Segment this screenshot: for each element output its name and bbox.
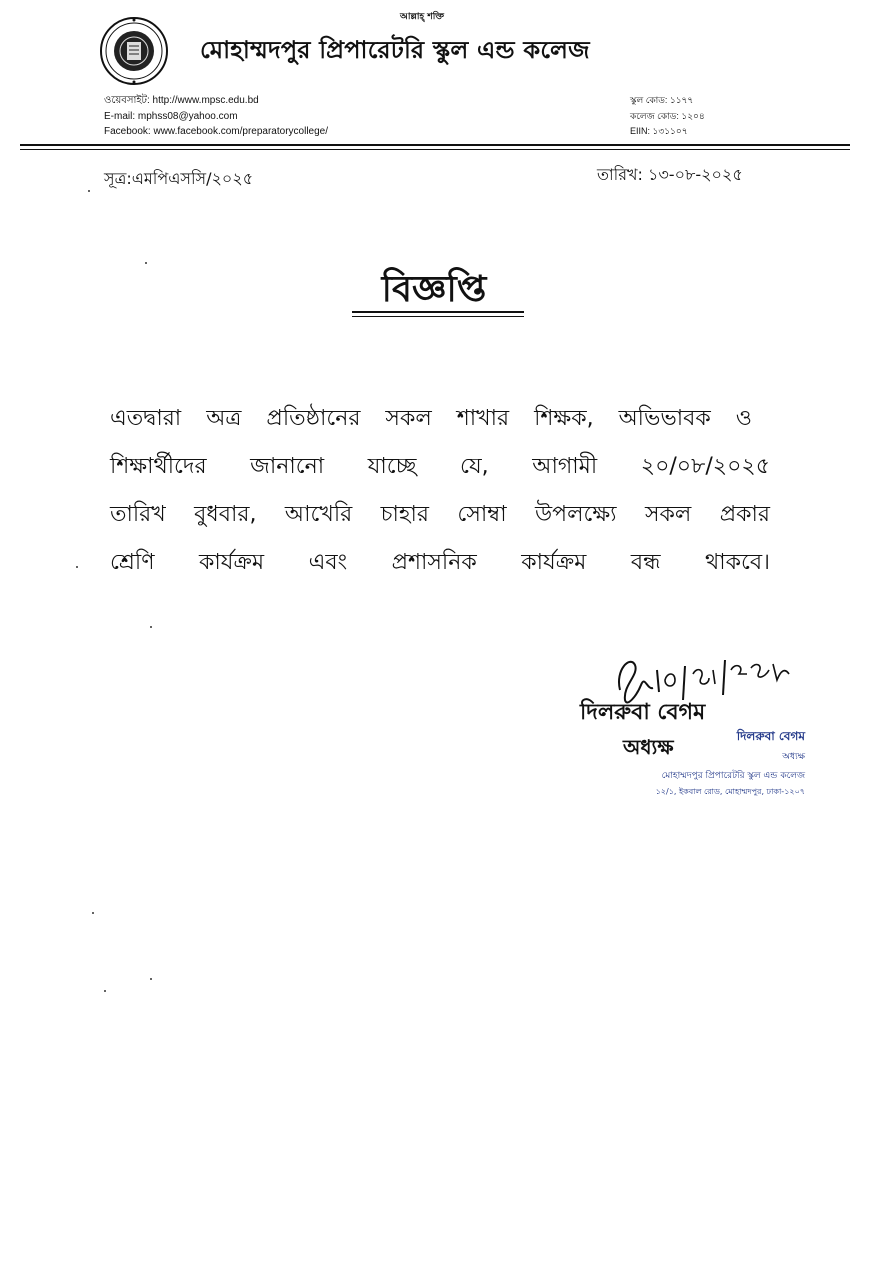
website-link[interactable]: ওয়েবসাইট: http://www.mpsc.edu.bd — [104, 95, 259, 106]
school-code: স্কুল কোড: ১১৭৭ — [630, 95, 694, 105]
header-divider — [20, 144, 850, 146]
eiin-code: EIIN: ১৩১১০৭ — [630, 126, 688, 136]
signer-name: দিলরুবা বেগম — [580, 700, 706, 725]
header-divider-thin — [20, 149, 850, 150]
body-line: শিক্ষার্থীদের জানানো যাচ্ছে যে, আগামী ২০/০৮/২০২৫ — [110, 454, 770, 479]
scan-speck — [145, 262, 147, 264]
college-code: কলেজ কোড: ১২০৪ — [630, 110, 705, 121]
contact-block — [104, 93, 328, 140]
official-stamp — [595, 728, 805, 799]
body-line: শ্রেণি কার্যক্রম এবং প্রশাসনিক কার্যক্রম বন্ধ থাকবে। — [110, 550, 770, 575]
school-name: মোহাম্মদপুর প্রিপারেটরি স্কুল এন্ড কলেজ — [200, 36, 590, 64]
stamp-school: মোহাম্মদপুর প্রিপারেটরি স্কুল এন্ড কলেজ — [661, 771, 805, 781]
reference-number: সূত্র:এমপিএসসি/২০২৫ — [104, 169, 254, 188]
body-line: তারিখ বুধবার, আখেরি চাহার সোম্বা উপলক্ষ্যে সকল প্রকার — [110, 502, 770, 527]
body-line: এতদ্বারা অত্র প্রতিষ্ঠানের সকল শাখার শিক্ষক, অভিভাবক ও — [110, 406, 752, 431]
scan-speck — [104, 990, 106, 992]
notice-date: তারিখ: ১৩-০৮-২০২৫ — [597, 165, 743, 184]
codes-block — [630, 93, 705, 140]
signature-area — [575, 640, 815, 820]
email-link[interactable]: E-mail: mphss08@yahoo.com — [104, 110, 238, 122]
scan-speck — [88, 190, 90, 192]
scan-speck — [150, 626, 152, 628]
scan-speck — [150, 978, 152, 980]
school-logo-icon — [99, 16, 169, 86]
scan-speck — [92, 912, 94, 914]
stamp-title: অধ্যক্ষ — [782, 752, 805, 762]
signer-title: অধ্যক্ষ — [623, 735, 674, 759]
heading-underline — [352, 311, 524, 313]
heading-underline-thin — [352, 316, 524, 317]
notice-body — [110, 395, 770, 587]
scan-speck — [76, 566, 78, 568]
notice-heading-box — [346, 262, 522, 322]
notice-heading: বিজ্ঞপ্তি — [381, 269, 487, 310]
stamp-address: ১২/১, ইকবাল রোড, মোহাম্মদপুর, ঢাকা-১২০৭ — [655, 787, 805, 796]
facebook-link[interactable]: Facebook: www.facebook.com/preparatorycollege/ — [104, 126, 329, 137]
stamp-name: দিলরুবা বেগম — [736, 729, 805, 743]
motto: আল্লাহ্ শক্তি — [400, 12, 445, 22]
